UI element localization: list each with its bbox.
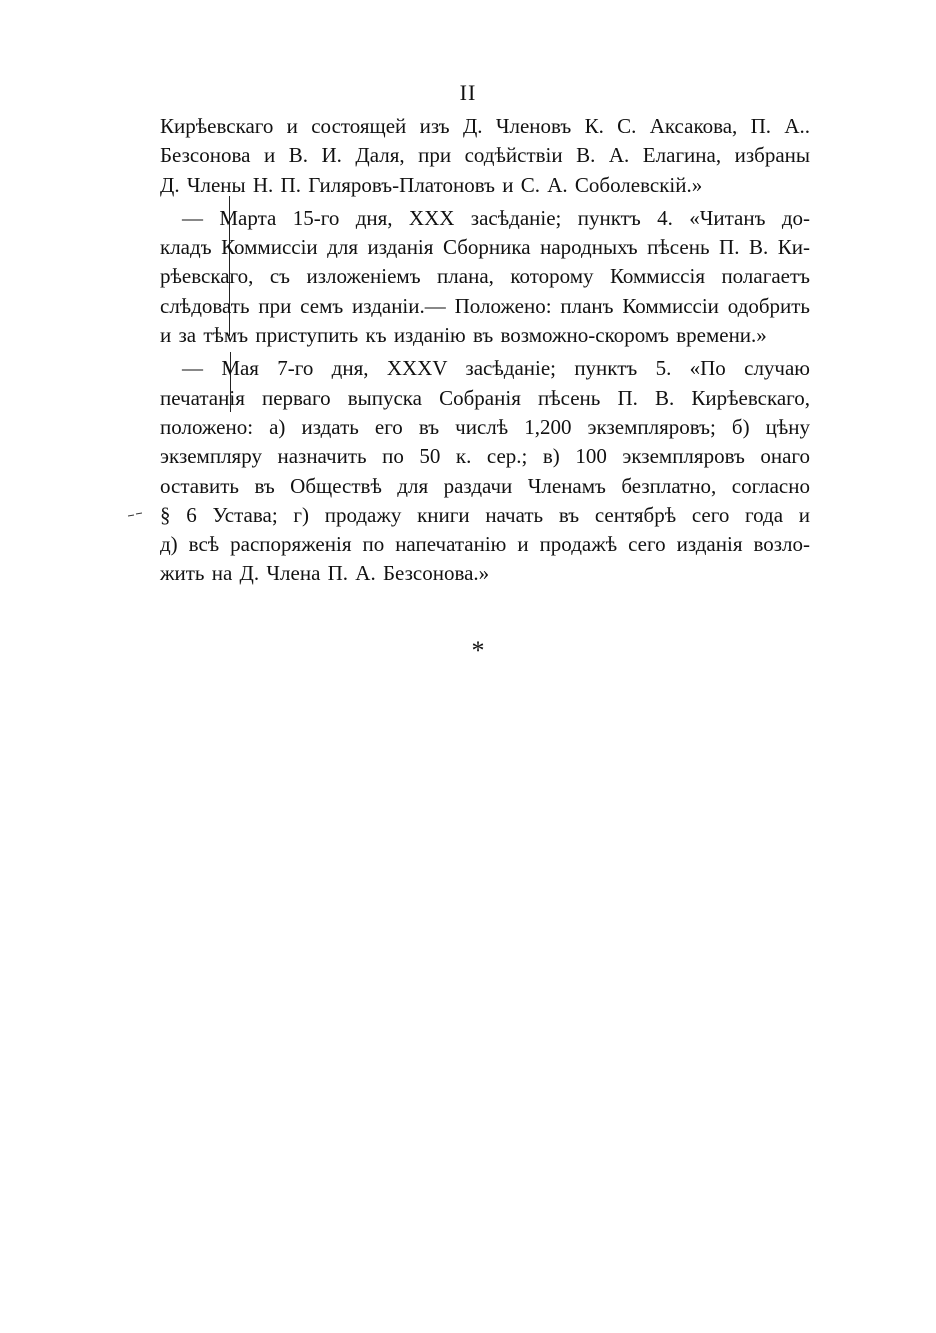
text-line: положено: а) издать его въ числѣ 1,200 экземпляровъ; б) цѣну [160,414,810,439]
margin-tick-mark [128,510,142,520]
text-line: д) всѣ распоряженія по напечатанію и продажѣ сего изданія возло- [160,532,810,557]
text-line: § 6 Устава; г) продажу книги начать въ сентябрѣ сего года и [160,502,810,527]
text-line: экземпляру назначить по 50 к. сер.; в) 100 экземпляровъ онаго [160,444,810,469]
text-line: оставить въ Обществѣ для раздачи Членамъ безплатно, согласно [160,473,810,498]
text-line: Д. Члены Н. П. Гиляровъ-Платоновъ и С. А. Соболевскій.» [160,172,703,197]
text-line: — Мая 7-го дня, XXXV засѣданіе; пунктъ 5. «По случаю [182,356,810,381]
text-line: слѣдовать при семъ изданіи.— Положено: планъ Коммиссіи одобрить [160,293,810,318]
text-line: Безсонова и В. И. Даля, при содѣйствіи В. А. Елагина, избраны [160,143,810,168]
paragraph-march-15 [160,204,810,350]
text-line: печатанія перваго выпуска Собранія пѣсень П. В. Кирѣевскаго, [160,385,810,410]
text-line: и за тѣмъ приступить къ изданію въ возможно-скоромъ времени.» [160,323,767,348]
page-number: II [459,80,477,105]
text-line: рѣевскаго, съ изложеніемъ плана, которому Коммиссія полагаетъ [160,264,810,289]
text-line: — Марта 15-го дня, XXX засѣданіе; пунктъ 4. «Читанъ до- [182,205,810,230]
paragraph-continuation [160,112,810,200]
text-line: жить на Д. Члена П. А. Безсонова.» [160,561,490,586]
body-text [160,112,810,589]
paragraph-may-7 [160,354,810,588]
asterisk-ornament: * [471,636,485,665]
text-line: Кирѣевскаго и состоящей изъ Д. Членовъ К. С. Аксакова, П. А.. [160,114,810,138]
text-line: кладъ Коммиссіи для изданія Сборника народныхъ пѣсень П. В. Ки- [160,235,810,260]
